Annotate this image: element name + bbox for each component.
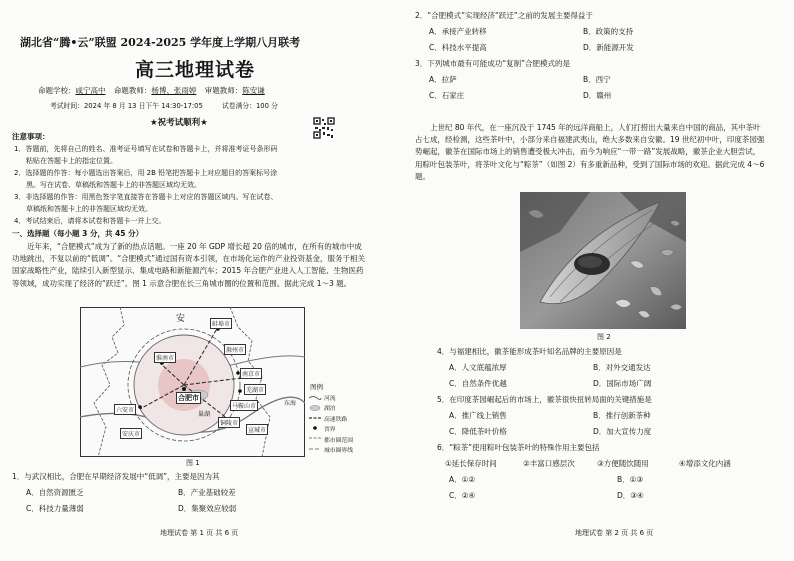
- exam-time: 考试时间：2024 年 8 月 13 日下午 14:30-17:05: [50, 102, 203, 110]
- note-4: 4．考试结束后，请将本试卷和答题卡一并上交。: [14, 217, 166, 225]
- q2-option-a: A．承接产业转移: [429, 27, 487, 36]
- legend-lake: 湖泊: [324, 406, 336, 413]
- map-city-luan: 六安市: [114, 404, 136, 415]
- q6-option-b: B．①③: [617, 475, 644, 484]
- q1-option-c: C．科技力量薄弱: [26, 504, 84, 513]
- notes-title: 注意事项：: [12, 132, 50, 141]
- q6-item-2: ②丰富口感层次: [523, 459, 575, 468]
- note-3b: 草稿纸和答题卡上的非答题区域均无效。: [26, 205, 152, 213]
- note-1: 1．答题前，先将自己的姓名、准考证号填写在试卷和答题卡上，并将准考证号条形码: [14, 145, 278, 153]
- zongcha-photo: [520, 192, 686, 329]
- q2-option-c: C．科技水平提高: [429, 43, 487, 52]
- map-east-sea: 东海: [284, 400, 297, 407]
- q5-option-a: A．推广线上销售: [449, 411, 507, 420]
- q4-option-b: B．对外交通发达: [593, 363, 651, 372]
- q3-option-d: D．赣州: [583, 91, 612, 100]
- q1-option-a: A．自然资源匮乏: [26, 488, 84, 497]
- note-2: 2．选择题的作答：每小题选出答案后，用 2B 铅笔把答题卡上对应题目的答案标号涂: [14, 169, 278, 177]
- exam-title: 高三地理试卷: [135, 59, 256, 81]
- map-city-tongling: 铜陵市: [218, 417, 240, 428]
- reviewer-label: 审题教师：: [204, 86, 243, 95]
- note-2b: 黑。写在试卷、草稿纸和答题卡上的非答题区域均无效。: [26, 181, 201, 189]
- q4-option-d: D．国际市场广阔: [593, 379, 652, 388]
- q6-item-4: ④增添文化内涵: [679, 459, 731, 468]
- map-city-bengbu: 蚌埠市: [210, 318, 232, 329]
- map-legend-labels: [324, 394, 360, 456]
- exam-score: 试卷满分：100 分: [222, 102, 278, 110]
- section-heading: 一、选择题（每小题 3 分，共 45 分）: [12, 229, 144, 238]
- map-caption: 图 1: [186, 459, 200, 467]
- legend-rail: 高速铁路: [324, 416, 348, 423]
- qr-code-icon: [313, 117, 335, 139]
- q6-item-3: ③方便随饮随用: [597, 459, 649, 468]
- blessing: ★祝考试顺利★: [150, 118, 208, 128]
- q2-stem: 2．“合肥模式”实现经济“跃迁”之前的发展主要得益于: [415, 11, 593, 20]
- map-city-wuhu: 芜湖市: [244, 384, 266, 395]
- q4-option-c: C．自然条件优越: [449, 379, 507, 388]
- q5-option-d: D．加大宣传力度: [593, 427, 652, 436]
- q3-stem: 3．下列城市最有可能成功“复制”合肥模式的是: [415, 59, 571, 68]
- exam-header-line: 湖北省“腾•云”联盟 2024-2025 学年度上学期八月联考: [20, 36, 301, 49]
- map-province-label: 安: [176, 314, 186, 324]
- photo-caption: 图 2: [597, 333, 611, 341]
- note-1b: 粘贴在答题卡上的指定位置。: [26, 157, 117, 165]
- q4-option-a: A．人文底蕴浓厚: [449, 363, 507, 372]
- q5-option-c: C．降低茶叶价格: [449, 427, 507, 436]
- q6-item-1: ①延长保存时间: [445, 459, 497, 468]
- reviewer-name: 陈安谦: [242, 86, 265, 95]
- q3-option-b: B．西宁: [583, 75, 611, 84]
- legend-circle-border: 城市圈界线: [324, 448, 353, 455]
- q3-option-a: A．拉萨: [429, 75, 457, 84]
- teacher-label: 命题教师：: [113, 86, 152, 95]
- legend-river: 河流: [324, 396, 336, 402]
- q6-option-c: C．②④: [449, 491, 476, 500]
- q6-stem: 6．“粽茶”使用粽叶包装茶叶的特殊作用主要包括: [437, 443, 600, 452]
- q1-option-d: D．集聚效应较弱: [178, 504, 237, 513]
- q1-option-b: B．产业基础较差: [178, 488, 236, 497]
- q6-option-d: D．③④: [617, 491, 644, 500]
- map-city-chuzhou: 滁州市: [224, 344, 246, 355]
- q1-stem: 1．与武汉相比，合肥在早期经济发展中“低调”，主要是因为其: [12, 472, 220, 481]
- page-2-footer: 地理试卷 第 2 页 共 6 页: [575, 529, 654, 537]
- teacher-names: 杨博、张雨婷: [151, 86, 197, 95]
- legend-capital: 省界: [324, 427, 336, 434]
- note-3: 3．非选择题的作答：用黑色签字笔直接答在答题卡上对应的答题区域内。写在试卷、: [14, 193, 278, 201]
- map-city-nanjing: 南京市: [240, 368, 262, 379]
- q2-option-b: B．政策的支持: [583, 27, 634, 36]
- map-city-xuancheng: 宣城市: [246, 424, 268, 435]
- school-name: 咸宁高中: [75, 86, 106, 95]
- q4-stem: 4．与福建相比，徽茶能形成茶叶知名品牌的主要原因是: [437, 347, 622, 356]
- map-lake-chao: 巢湖: [198, 411, 211, 418]
- q5-stem: 5．在印度茶园崛起后的市场上，徽茶很快扭转局面的关键措施是: [437, 395, 652, 404]
- map-legend-symbols: [308, 394, 322, 456]
- page-1-footer: 地理试卷 第 1 页 共 6 页: [160, 529, 239, 537]
- q2-option-d: D．新能源开发: [583, 43, 634, 52]
- map-city-maanshan: 马鞍山市: [230, 400, 258, 411]
- map-city-hefei: 合肥市: [178, 394, 199, 402]
- q6-option-a: A．①②: [449, 475, 476, 484]
- passage-1: 近年来，“合肥模式”成为了新的热点话题。一座 20 年 GDP 增长超 20 倍的城市，在所有的城市中成功地跳出，不复以前的“低调”。“合肥模式”通过国有资本引领，在市场化运作的产业投资基金，服务于相关国家战略性产业，陆续引入新型显示、集成电路和新能源汽车；2015 年合肥产业进入人工智能、生物医药等领域，成功实现了经济的“跃迁”。图 1 示意合肥在长三角城市圈的位置和范围。据此完成 1～3 题。: [12, 242, 366, 288]
- q5-option-b: B．推行创新茶种: [593, 411, 651, 420]
- school-label: 命题学校：: [38, 86, 76, 95]
- exam-page-2: [397, 0, 794, 561]
- map-city-huainan: 淮南市: [154, 352, 176, 363]
- q3-option-c: C．石家庄: [429, 91, 465, 100]
- exam-meta-row: [38, 85, 265, 97]
- passage-2: 上世纪 80 年代，在一座沉没于 1745 年的远洋商船上，人们打捞出大量来自中国的商品，其中茶叶占七成，经检测，这些茶叶中，小部分来自福建武夷山，绝大多数来自安徽。19 世纪初中叶，印度茶园强势崛起，徽茶在国际市场上的销售遭受极大冲击，而今为响应“一带一路”发展战略，徽茶企业大胆尝试，用粽叶包装茶叶，将茶叶文化与“粽茶”（如图 2）有多重新品种，受到了国际市场的欢迎。据此完成 4～6 题。: [415, 123, 765, 181]
- legend-metro-range: 都市圈范围: [324, 437, 353, 444]
- map-city-anqing: 安庆市: [120, 428, 142, 439]
- map-legend-title: 图例: [310, 383, 323, 391]
- hefei-map: [80, 307, 305, 457]
